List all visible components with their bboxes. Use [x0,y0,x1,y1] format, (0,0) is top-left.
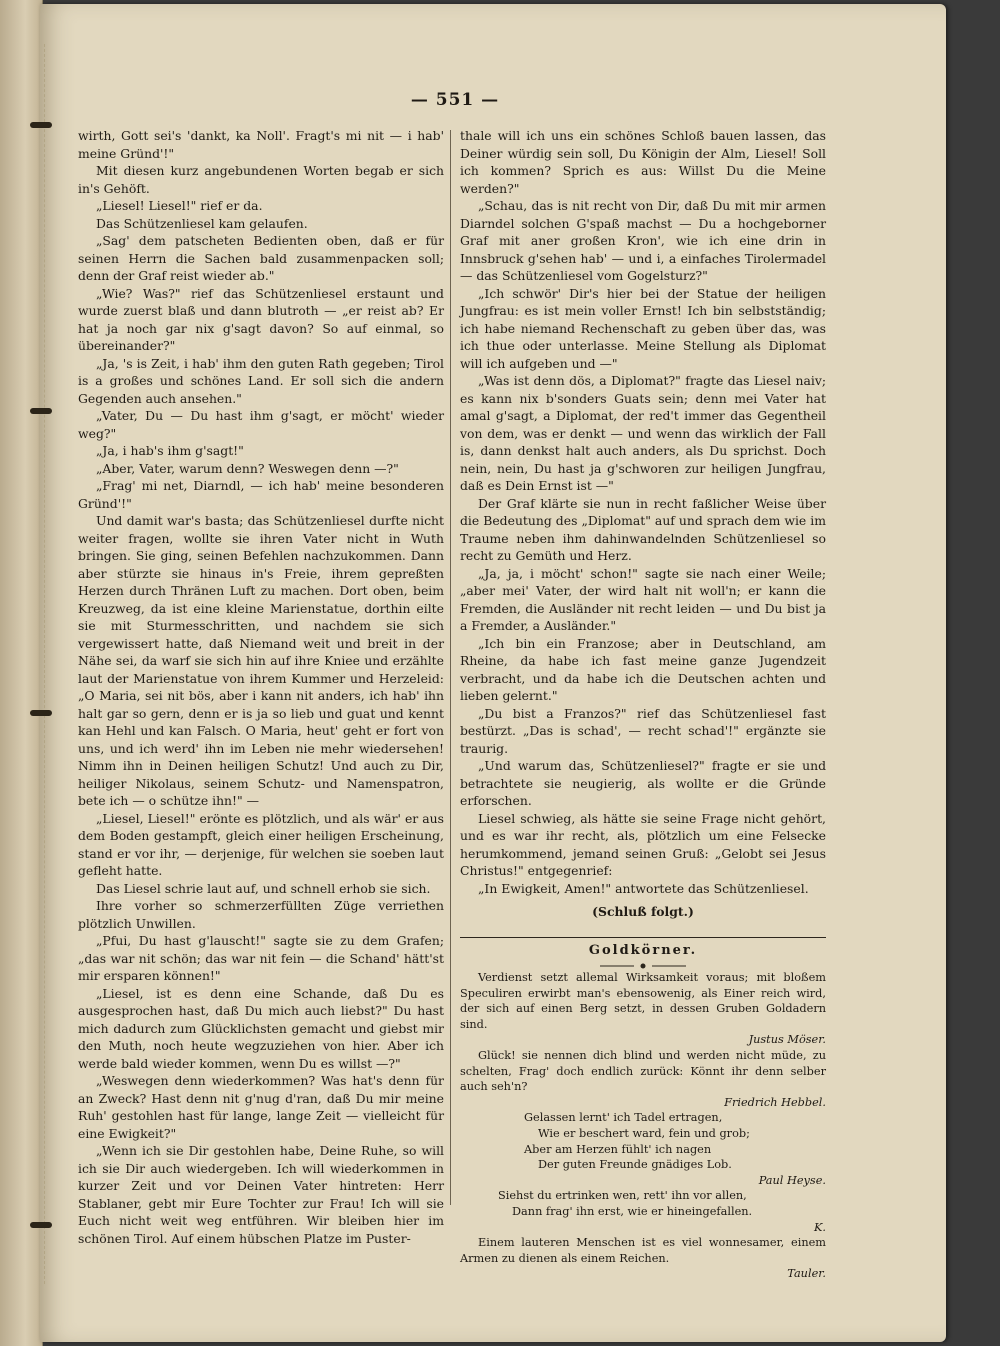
paragraph: „Ich schwör' Dir's hier bei der Statue der heiligen Jungfrau: es ist mein voller Ernst! Ich bin selbstständig; ich habe niemand Rechenschaft zu geben über das, was ich thue oder unterlasse. Meine Stellung als Diplomat will ich aufgeben und —" [460,285,826,371]
continued-note: (Schluß folgt.) [592,904,694,919]
paragraph: Ihre vorher so schmerzerfüllten Züge verriethen plötzlich Unwillen. [78,898,444,931]
quote: Verdienst setzt allemal Wirksamkeit voraus; mit bloßem Speculiren erwirbt man's ebensowenig, als Einer reich wird, der sich auf einen Berg setzt, in dessen Gruben Goldadern sind. [460,971,826,1031]
ornament-divider [598,962,688,970]
binding-stitch [30,122,52,128]
verse-line: Dann frag' ihn erst, wie er hineingefallen. [512,1204,753,1218]
paragraph: „Vater, Du — Du hast ihm g'sagt, er möcht' wieder weg?" [78,408,444,441]
binding-stitch [30,1222,52,1228]
paragraph: „Ja, 's is Zeit, i hab' ihm den guten Rath gegeben; Tirol is a großes und schönes Land. Er soll sich die andern Gegenden auch ansehen." [78,355,444,406]
verse-line: Gelassen lernt' ich Tadel ertragen, [524,1111,723,1125]
paragraph: Mit diesen kurz angebundenen Worten begab er sich in's Gehöft. [78,163,444,196]
goldkoerner-section [460,970,826,1282]
verse-line: Der guten Freunde gnädiges Lob. [538,1158,732,1172]
left-column [78,127,444,1246]
paragraph: „Ich bin ein Franzose; aber in Deutschland, am Rheine, da habe ich fast meine ganze Jugendzeit verbracht, und da habe ich die Deutschen achten und lieben gelernt." [460,635,826,703]
page-number: — 551 — [410,90,500,110]
quote-author: Friedrich Hebbel. [724,1095,826,1109]
paragraph: „Und warum das, Schützenliesel?" fragte er sie und betrachtete sie neugierig, als wollte er die Gründe erforschen. [460,758,826,808]
gutter-line [44,44,46,1284]
paragraph: „Liesel! Liesel!" rief er da. [96,198,263,213]
paragraph: „Weswegen denn wiederkommen? Was hat's denn für an Zweck? Hast denn nit g'nug d'ran, daß Du mir meine Ruh' gestohlen hast für lange, lange Zeit — vielleicht für eine Ewigkeit?" [78,1073,444,1141]
paragraph: „Frag' mi net, Diarndl, — ich hab' meine besonderen Gründ'!" [78,478,444,511]
right-column [460,127,826,1281]
paragraph: thale will ich uns ein schönes Schloß bauen lassen, das Deiner würdig sein soll, Du Königin der Alm, Liesel! Soll ich kommen? Sprich es aus: Willst Du die Meine werden?" [460,128,826,196]
paragraph: „Sag' dem patscheten Bedienten oben, daß er für seinen Herrn die Sachen bald zusammenpacken soll; denn der Graf reist wieder ab." [78,233,444,283]
paragraph: „Liesel, Liesel!" erönte es plötzlich, und als wär' er aus dem Boden gestampft, gleich einer heiligen Erscheinung, stand er vor ihr, — derjenige, für welchen sie soeben laut gefleht hatte. [78,810,444,878]
verse-line: Wie er beschert ward, fein und grob; [538,1126,750,1140]
section-rule [460,937,826,938]
paragraph: wirth, Gott sei's 'dankt, ka Noll'. Fragt's mi nit — i hab' meine Gründ'!" [78,128,444,161]
quote-author: Tauler. [787,1267,826,1281]
quote-author: Paul Heyse. [758,1173,826,1187]
column-divider [450,130,451,1205]
binding-stitch [30,408,52,414]
paragraph: „Liesel, ist es denn eine Schande, daß Du es ausgesprochen hast, daß Du mich auch liebst?" Du hast mich dadurch zum Glücklichsten gemacht und giebst mir den Muth, noch heute wegzuziehen von hier. Aber ich werde bald wieder kommen, wenn Du es willst —?" [78,985,444,1071]
paragraph: „Pfui, Du hast g'lauscht!" sagte sie zu dem Grafen; „das war nit schön; das war nit fein — die Schand' hätt'st mir ersparen können!" [78,933,444,983]
paragraph: „Ja, i hab's ihm g'sagt!" [96,443,244,458]
paragraph: „Wie? Was?" rief das Schützenliesel erstaunt und wurde zuerst blaß und dann blutroth — „er reist ab? Er hat ja noch gar nix g'sagt davon? So auf einmal, so übereinander?" [78,285,444,353]
paragraph: Liesel schwieg, als hätte sie seine Frage nicht gehört, und es war ihr recht, als, plötzlich um eine Felsecke herumkommend, jemand seinen Gruß: „Gelobt sei Jesus Christus!" entgegenrief: [460,810,826,878]
section-title: Goldkörner. [588,942,698,958]
paragraph: „Was ist denn dös, a Diplomat?" fragte das Liesel naiv; es kann nix b'sonders Guats sein; denn mei Vater hat amal g'sagt, a Diplomat, der red't immer das Gegentheil von dem, was er denkt — und wenn das wirklich der Fall is, dann denkst halt auch anders, als Du sprichst. Doch nein, nein, Du hast ja g'schworen zur heiligen Jungfrau, daß es Dein Ernst ist —" [460,373,826,493]
quote-author: Justus Möser. [748,1033,826,1047]
verse-line: Siehst du ertrinken wen, rett' ihn vor allen, [498,1189,747,1203]
verse-line: Aber am Herzen fühlt' ich nagen [524,1142,712,1156]
paragraph: Der Graf klärte sie nun in recht faßlicher Weise über die Bedeutung des „Diplomat" auf und sprach dem wie im Traume neben ihm dahinwandelnden Schützenliesel so recht zu Gemüth und Herz. [460,495,826,563]
paragraph: Und damit war's basta; das Schützenliesel durfte nicht weiter fragen, wollte sie ihren Vater nicht in Wuth bringen. Sie ging, seinen Befehlen nachzukommen. Dann aber stürzte sie hinaus in's Freie, ihrem gepreßten Herzen durch Thränen Luft zu machen. Dort oben, beim Kreuzweg, da ist eine kleine Marienstatue, dorthin eilte sie mit Sturmesschritten, und nachdem sie sich vergewissert hatte, daß Niemand weit und breit in der Nähe sei, da warf sie sich hin auf ihre Kniee und erzählte laut der Marienstatue von ihrem Kummer und Herzeleid: „O Maria, sei nit bös, aber i kann nit anders, ich hab' ihn halt gar so gern, denn er is ja so lieb und guat und kennt kan Hehl und kan Falsch. O Maria, heut' geht er fort von uns, und ich werd' ihn im Leben nie mehr wiedersehen! Nimm ihn in Deinen heiligen Schutz! Und auch zu Dir, heiliger Nikolaus, seinem Schutz- und Namenspatron, bete ich — o schütze ihn!" — [78,513,444,808]
quote: Glück! sie nennen dich blind und werden nicht müde, zu schelten, Frag' doch endlich zurück: Könnt ihr denn selber auch seh'n? [460,1048,826,1094]
paragraph: „Du bist a Franzos?" rief das Schützenliesel fast bestürzt. „Das is schad', — recht schad'!" ergänzte sie traurig. [460,705,826,756]
previous-page-edge [0,0,43,1346]
paragraph: „In Ewigkeit, Amen!" antwortete das Schützenliesel. [478,880,809,896]
paragraph: Das Liesel schrie laut auf, und schnell erhob sie sich. [96,880,431,896]
paragraph: „Wenn ich sie Dir gestohlen habe, Deine Ruhe, so will ich sie Dir auch wiedergeben. Ich will wiederkommen in kurzer Zeit und vor Deinen Vater hintreten: Herr Stablaner, gebt mir Eure Tochter zur Frau! Ich will sie Euch nicht weit weg entführen. Wir bleiben hier im schönen Tirol. Auf einem hübschen Platze im Puster- [78,1143,444,1246]
paragraph: Das Schützenliesel kam gelaufen. [96,215,308,231]
quote: Einem lauteren Menschen ist es viel wonnesamer, einem Armen zu dienen als einem Reichen. [460,1236,826,1265]
binding-stitch [30,710,52,716]
quote-author: K. [813,1220,826,1234]
paragraph: „Schau, das is nit recht von Dir, daß Du mit mir armen Diarndel solchen G'spaß machst — Du a hochgeborner Graf mit aner großen Kron', wie ich eine drin in Innsbruck g'sehen hab' — und i, a einfaches Tirolermadel — das Schützenliesel vom Gogelsturz?" [460,198,826,283]
paragraph: „Ja, ja, i möcht' schon!" sagte sie nach einer Weile; „aber mei' Vater, der wird halt nit woll'n; er kann die Fremden, die Ausländer nit recht leiden — und Du bist ja a Fremder, a Ausländer." [460,565,826,633]
paragraph: „Aber, Vater, warum denn? Weswegen denn —?" [96,460,399,476]
